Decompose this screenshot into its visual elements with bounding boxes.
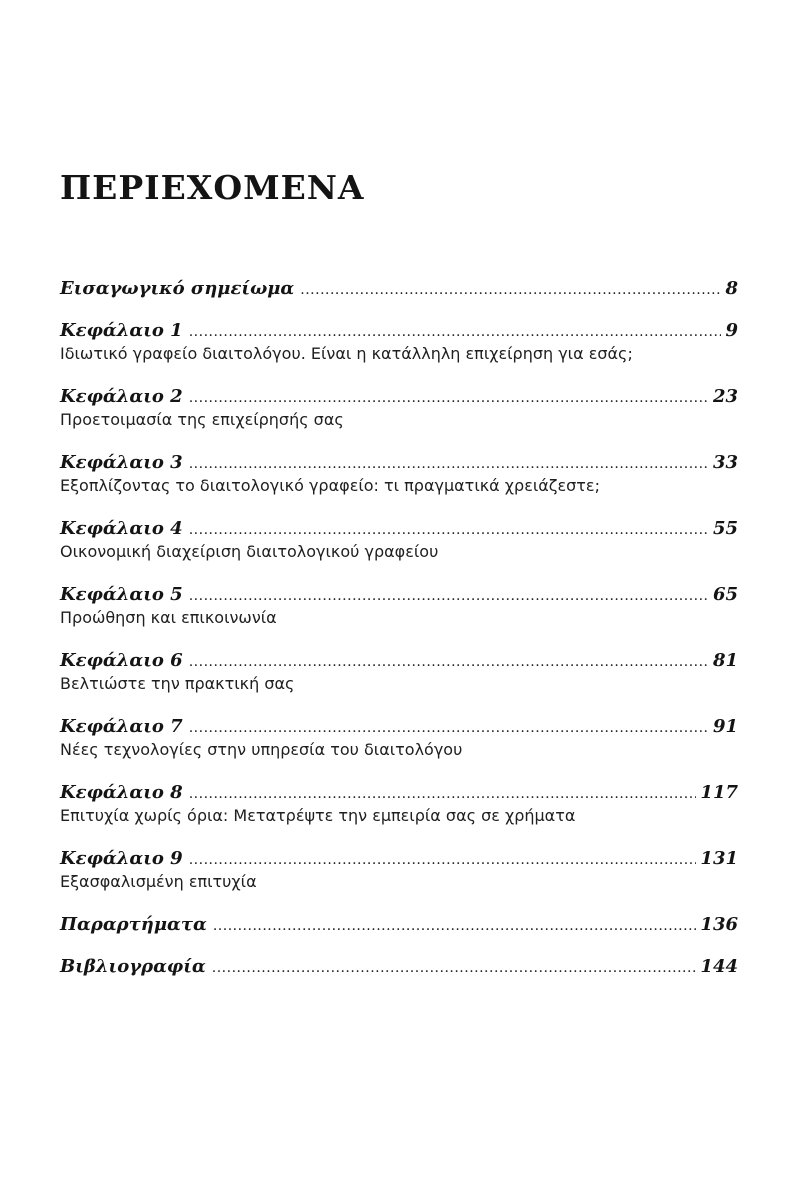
toc-page-number: 65 [712, 584, 738, 605]
chapter-subtitle: Ιδιωτικό γραφείο διαιτολόγου. Είναι η κατάλληλη επιχείρηση για εσάς; [60, 344, 633, 363]
toc-entry-chapter-2 [60, 384, 738, 430]
toc-entry-chapter-7 [60, 714, 738, 760]
toc-entry-label: Κεφάλαιο 6 [60, 650, 183, 671]
chapter-subtitle: Επιτυχία χωρίς όρια: Μετατρέψτε την εμπειρία σας σε χρήματα [60, 806, 576, 825]
toc-page-number: 55 [712, 518, 738, 539]
toc-entry-label: Κεφάλαιο 9 [60, 848, 183, 869]
chapter-subtitle: Προετοιμασία της επιχείρησής σας [60, 410, 344, 429]
toc-page-number: 136 [700, 914, 738, 935]
table-of-contents [60, 276, 738, 980]
toc-page-number: 131 [700, 848, 738, 869]
toc-entry-appendices [60, 912, 738, 938]
toc-entry-chapter-8 [60, 780, 738, 826]
dot-leader [212, 955, 697, 981]
chapter-subtitle: Βελτιώστε την πρακτική σας [60, 674, 295, 693]
toc-entry-chapter-4 [60, 516, 738, 562]
dot-leader [189, 385, 709, 411]
toc-entry-label: Κεφάλαιο 4 [60, 518, 183, 539]
toc-page-number: 23 [712, 386, 738, 407]
toc-page-number: 9 [725, 320, 738, 341]
toc-entry-label: Κεφάλαιο 1 [60, 320, 183, 341]
toc-entry-label: Κεφάλαιο 5 [60, 584, 183, 605]
toc-page-number: 8 [725, 278, 738, 299]
toc-entry-chapter-5 [60, 582, 738, 628]
dot-leader [189, 451, 709, 477]
toc-entry-label: Εισαγωγικό σημείωμα [60, 278, 295, 299]
chapter-subtitle: Εξασφαλισμένη επιτυχία [60, 872, 257, 891]
dot-leader [189, 715, 709, 741]
toc-entry-label: Κεφάλαιο 8 [60, 782, 183, 803]
toc-entry-chapter-9 [60, 846, 738, 892]
toc-entry-label: Βιβλιογραφία [60, 956, 206, 977]
chapter-subtitle: Νέες τεχνολογίες στην υπηρεσία του διαιτολόγου [60, 740, 463, 759]
dot-leader [213, 913, 697, 939]
toc-entry-chapter-6 [60, 648, 738, 694]
dot-leader [189, 649, 709, 675]
dot-leader [189, 847, 697, 873]
toc-entry-label: Παραρτήματα [60, 914, 207, 935]
chapter-subtitle: Προώθηση και επικοινωνία [60, 608, 277, 627]
dot-leader [300, 277, 721, 303]
toc-entry-chapter-1 [60, 318, 738, 364]
toc-page-number: 117 [700, 782, 738, 803]
toc-entry-chapter-3 [60, 450, 738, 496]
toc-page [60, 0, 738, 1200]
chapter-subtitle: Εξοπλίζοντας το διαιτολογικό γραφείο: τι πραγματικά χρειάζεστε; [60, 476, 600, 495]
chapter-subtitle: Οικονομική διαχείριση διαιτολογικού γραφείου [60, 542, 439, 561]
toc-page-number: 144 [700, 956, 738, 977]
toc-entry-bibliography [60, 954, 738, 980]
toc-entry-label: Κεφάλαιο 7 [60, 716, 183, 737]
dot-leader [189, 781, 697, 807]
dot-leader [189, 319, 722, 345]
toc-page-number: 91 [712, 716, 738, 737]
toc-entry-label: Κεφάλαιο 2 [60, 386, 183, 407]
page-title: ΠΕΡΙΕΧΟΜΕΝΑ [60, 168, 365, 207]
toc-entry-intro [60, 276, 738, 302]
toc-page-number: 81 [712, 650, 738, 671]
dot-leader [189, 517, 709, 543]
toc-entry-label: Κεφάλαιο 3 [60, 452, 183, 473]
toc-page-number: 33 [712, 452, 738, 473]
dot-leader [189, 583, 709, 609]
